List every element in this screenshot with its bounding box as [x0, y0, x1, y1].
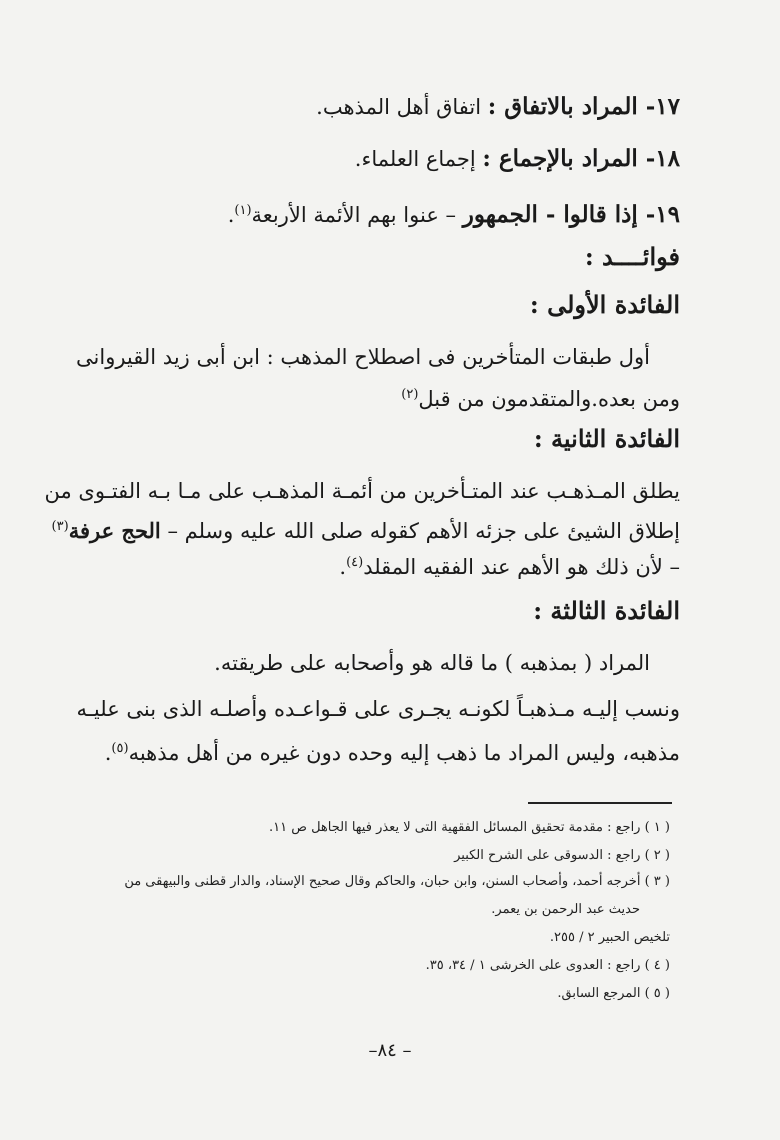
footnote-3-continued: حديث عبد الرحمن بن يعمر.	[491, 902, 640, 917]
footnote-3: ( ٣ ) أخرجه أحمد، وأصحاب السنن، وابن حبان، والحاكم وقال صحيح الإسناد، والدار قطنى والبيهقى من	[124, 874, 670, 889]
second-benefit-end: .	[339, 555, 347, 579]
footnote-5: ( ٥ ) المرجع السابق.	[557, 986, 670, 1001]
item-18	[100, 144, 680, 174]
footnote-2: ( ٢ ) راجع : الدسوقى على الشرح الكبير	[454, 848, 670, 863]
item-19-end: .	[227, 203, 235, 227]
second-benefit-line-2	[51, 512, 680, 546]
footnote-4: ( ٤ ) راجع : العدوى على الخرشى ١ / ٣٤، ٣٥.	[425, 958, 670, 973]
footnote-ref-5: (٥)	[111, 741, 129, 756]
item-19-term: ١٩- إذا قالوا - الجمهور	[462, 201, 680, 228]
third-benefit-line-3-text: مذهبه، وليس المراد ما ذهب إليه وحده دون غيره من أهل مذهبه	[128, 741, 680, 765]
item-18-text: إجماع العلماء.	[354, 147, 483, 171]
footnote-ref-3: (٣)	[51, 519, 69, 534]
first-benefit-text: ومن بعده.والمتقدمون من قبل	[418, 387, 680, 411]
hadith-quote: الحج عرفة	[68, 518, 161, 543]
second-benefit-heading: الفائدة الثانية :	[533, 424, 680, 453]
third-benefit-heading: الفائدة الثالثة :	[533, 596, 680, 625]
third-benefit-line-3	[100, 734, 680, 768]
footnote-ref-1: (١)	[234, 203, 252, 218]
footnote-1: ( ١ ) راجع : مقدمة تحقيق المسائل الفقهية التى لا يعذر فيها الجاهل ص ١١.	[269, 820, 670, 835]
third-benefit-line-2: ونسب إليـه مـذهبـاً لكونـه يجـرى على قـواعـده وأصلـه الذى بنى عليـه	[76, 697, 680, 721]
third-benefit-line-1: المراد ( بمذهبه ) ما قاله هو وأصحابه على طريقته.	[214, 651, 650, 675]
first-benefit-line-2	[100, 380, 680, 414]
footnote-3-source: تلخيص الحبير ٢ / ٢٥٥.	[549, 930, 670, 945]
item-19-text: – عنوا بهم الأئمة الأربعة	[251, 203, 457, 227]
item-19	[100, 196, 680, 230]
first-benefit-line-1: أول طبقات المتأخرين فى اصطلاح المذهب : ابن أبى زيد القيروانى	[76, 345, 650, 369]
second-benefit-line-2-text: إطلاق الشيئ على جزئه الأهم كقوله صلى الله عليه وسلم –	[160, 519, 680, 543]
footnote-divider	[528, 802, 672, 804]
item-17	[100, 92, 680, 122]
second-benefit-line-1: يطلق المـذهـب عند المتـأخرين من أئمـة المذهـب على مـا بـه الفتـوى من	[44, 479, 680, 503]
item-17-term: ١٧- المراد بالاتفاق :	[487, 93, 680, 120]
third-benefit-end: .	[104, 741, 112, 765]
footnote-ref-4: (٤)	[346, 555, 364, 570]
page-number: –٨٤ –	[368, 1040, 412, 1061]
fawaid-heading: فوائــــد :	[584, 242, 680, 271]
second-benefit-line-3-text: – لأن ذلك هو الأهم عند الفقيه المقلد	[363, 555, 680, 579]
item-18-term: ١٨- المراد بالإجماع :	[482, 145, 680, 172]
footnote-ref-2: (٢)	[401, 387, 419, 402]
item-17-text: اتفاق أهل المذهب.	[316, 95, 488, 119]
first-benefit-heading: الفائدة الأولى :	[529, 290, 680, 319]
second-benefit-line-3	[100, 548, 680, 582]
